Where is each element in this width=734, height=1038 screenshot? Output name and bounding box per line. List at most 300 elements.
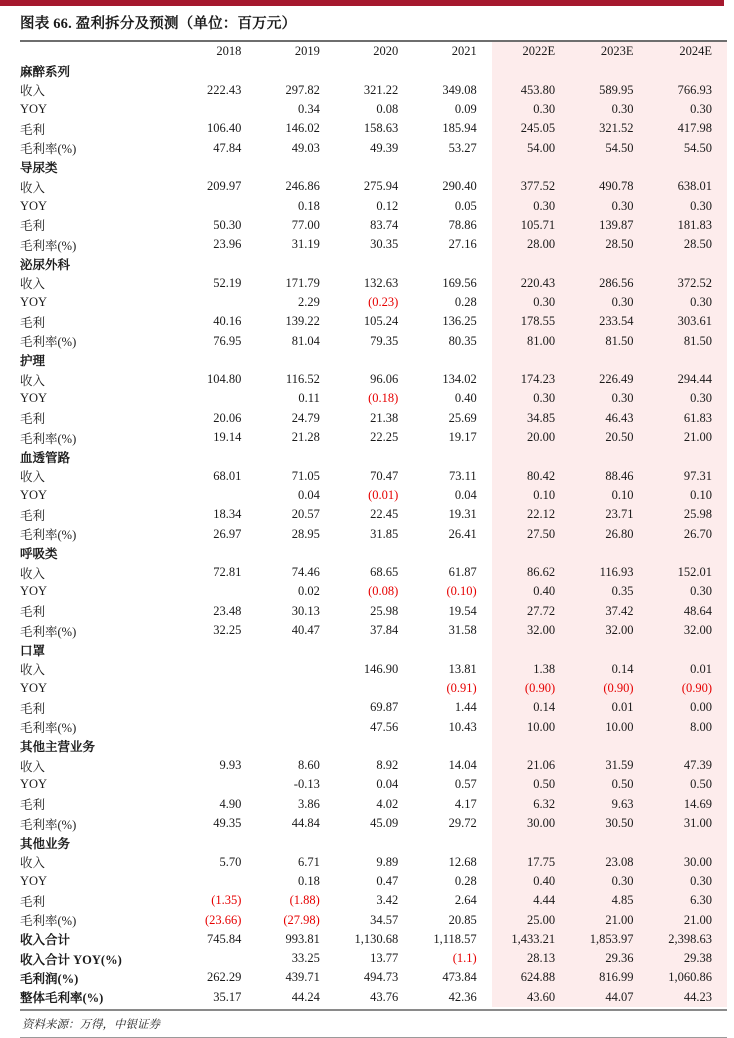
value-cell: 74.46 xyxy=(291,565,320,580)
section-header-row xyxy=(20,833,727,852)
section-header-row xyxy=(20,640,727,659)
value-cell: 0.10 xyxy=(649,486,727,505)
header-corner-cell xyxy=(20,42,178,61)
value-cell xyxy=(649,351,727,370)
table-header xyxy=(20,42,727,61)
row-label: 毛利率(%) xyxy=(20,142,77,157)
value-cell: 0.04 xyxy=(297,487,320,502)
metric-row xyxy=(20,602,727,621)
value-cell: 139.22 xyxy=(285,314,320,329)
metric-row xyxy=(20,428,727,447)
value-cell xyxy=(178,544,256,563)
value-cell: 23.48 xyxy=(213,603,242,618)
value-cell xyxy=(335,254,413,273)
value-cell xyxy=(178,833,256,852)
value-cell: 4.90 xyxy=(219,796,242,811)
value-cell: 25.98 xyxy=(370,603,399,618)
value-cell: 54.50 xyxy=(649,138,727,157)
value-cell xyxy=(178,775,256,794)
value-cell: 77.00 xyxy=(291,217,320,232)
value-cell: 35.17 xyxy=(213,989,242,1004)
value-cell xyxy=(649,254,727,273)
row-label: 毛利 xyxy=(20,798,46,813)
value-cell: 139.87 xyxy=(570,216,648,235)
value-cell: 0.04 xyxy=(376,777,399,792)
value-cell: 105.24 xyxy=(363,314,399,329)
value-cell: 220.43 xyxy=(492,274,570,293)
value-cell: 0.40 xyxy=(492,582,570,601)
value-cell: 4.02 xyxy=(376,796,399,811)
value-cell: (0.91) xyxy=(446,680,477,695)
row-label: 收入 xyxy=(20,663,46,678)
value-cell xyxy=(413,158,491,177)
value-cell: 31.85 xyxy=(370,526,399,541)
value-cell: 0.02 xyxy=(297,584,320,599)
value-cell: 31.58 xyxy=(448,623,477,638)
value-cell xyxy=(178,389,256,408)
table-title: 图表 66. 盈利拆分及预测（单位：百万元） xyxy=(20,16,297,32)
value-cell: 1,118.57 xyxy=(433,931,477,946)
value-cell: 21.00 xyxy=(649,910,727,929)
value-cell: 96.06 xyxy=(370,372,399,387)
value-cell: (0.23) xyxy=(368,295,399,309)
row-label: YOY xyxy=(20,487,48,502)
metric-row xyxy=(20,177,727,196)
value-cell: 245.05 xyxy=(492,119,570,138)
value-cell: 0.40 xyxy=(492,872,570,891)
section-header-row xyxy=(20,61,727,80)
value-cell: 13.77 xyxy=(370,951,399,966)
value-cell: 349.08 xyxy=(442,82,477,97)
value-cell: 745.84 xyxy=(207,931,242,946)
value-cell: 181.83 xyxy=(649,216,727,235)
value-cell: 233.54 xyxy=(570,312,648,331)
metric-row xyxy=(20,582,727,601)
value-cell xyxy=(335,679,413,698)
value-cell: 61.83 xyxy=(649,409,727,428)
value-cell: 0.30 xyxy=(649,872,727,891)
metric-row xyxy=(20,486,727,505)
value-cell: 286.56 xyxy=(570,274,648,293)
value-cell: 377.52 xyxy=(492,177,570,196)
metric-row xyxy=(20,312,727,331)
row-label: 收入 xyxy=(20,84,46,99)
value-cell xyxy=(413,737,491,756)
value-cell xyxy=(570,544,648,563)
value-cell: 26.97 xyxy=(213,526,242,541)
value-cell: 20.06 xyxy=(213,410,242,425)
metric-row xyxy=(20,872,727,891)
row-label: 收入合计 YOY(%) xyxy=(20,952,122,967)
section-header-row xyxy=(20,737,727,756)
row-label: 毛利率(%) xyxy=(20,624,77,639)
value-cell: 146.90 xyxy=(363,661,399,676)
value-cell xyxy=(413,447,491,466)
row-label: 整体毛利率(%) xyxy=(20,991,104,1006)
value-cell: 0.47 xyxy=(376,873,399,888)
value-cell: 4.85 xyxy=(570,891,648,910)
metric-row xyxy=(20,389,727,408)
value-cell: 1,130.68 xyxy=(354,931,399,946)
section-name: 护理 xyxy=(20,354,46,369)
value-cell: 69.87 xyxy=(370,700,399,715)
value-cell xyxy=(335,640,413,659)
value-cell: 76.95 xyxy=(213,333,242,348)
value-cell: 31.59 xyxy=(570,756,648,775)
section-header-row xyxy=(20,158,727,177)
value-cell: 0.14 xyxy=(492,698,570,717)
value-cell xyxy=(256,61,334,80)
value-cell xyxy=(492,833,570,852)
value-cell: 2,398.63 xyxy=(649,930,727,949)
value-cell: 37.42 xyxy=(570,602,648,621)
metric-row xyxy=(20,293,727,312)
value-cell: 0.30 xyxy=(570,872,648,891)
value-cell: 321.52 xyxy=(570,119,648,138)
value-cell: 30.50 xyxy=(570,814,648,833)
row-label: 收入 xyxy=(20,856,46,871)
row-label: 毛利率(%) xyxy=(20,238,77,253)
value-cell: 372.52 xyxy=(649,274,727,293)
row-label: YOY xyxy=(20,873,48,888)
year-column-header: 2024E xyxy=(649,42,727,61)
metric-row xyxy=(20,621,727,640)
row-label: 毛利 xyxy=(20,412,46,427)
metric-row xyxy=(20,563,727,582)
value-cell: 26.41 xyxy=(448,526,477,541)
value-cell: 47.39 xyxy=(649,756,727,775)
value-cell: 44.24 xyxy=(291,989,320,1004)
value-cell: 116.52 xyxy=(285,372,320,387)
row-label: 毛利 xyxy=(20,894,46,909)
value-cell: 79.35 xyxy=(370,333,399,348)
value-cell xyxy=(413,351,491,370)
value-cell: 0.40 xyxy=(454,391,477,406)
value-cell: 993.81 xyxy=(285,931,320,946)
value-cell: 169.56 xyxy=(442,275,477,290)
year-column-header: 2020 xyxy=(373,44,399,59)
value-cell: 816.99 xyxy=(570,968,648,987)
value-cell: 61.87 xyxy=(448,565,477,580)
value-cell: (0.90) xyxy=(492,679,570,698)
value-cell: 4.44 xyxy=(492,891,570,910)
value-cell xyxy=(570,737,648,756)
table-body xyxy=(20,61,727,1007)
value-cell: 0.30 xyxy=(570,100,648,119)
value-cell xyxy=(649,833,727,852)
value-cell: 12.68 xyxy=(448,854,477,869)
value-cell xyxy=(570,833,648,852)
value-cell: 20.00 xyxy=(492,428,570,447)
value-cell: 0.11 xyxy=(298,391,320,406)
value-cell: 0.30 xyxy=(649,196,727,215)
metric-row xyxy=(20,81,727,100)
value-cell: 0.30 xyxy=(649,293,727,312)
metric-row xyxy=(20,331,727,350)
section-name: 泌尿外科 xyxy=(20,257,71,272)
year-column-header: 2022E xyxy=(492,42,570,61)
value-cell: 2.64 xyxy=(454,893,477,908)
value-cell: 0.34 xyxy=(297,102,320,117)
value-cell xyxy=(178,698,256,717)
value-cell: 19.17 xyxy=(448,430,477,445)
value-cell xyxy=(335,544,413,563)
value-cell: 71.05 xyxy=(291,468,320,483)
value-cell: 417.98 xyxy=(649,119,727,138)
value-cell: 0.08 xyxy=(376,102,399,117)
metric-row xyxy=(20,235,727,254)
value-cell: (0.01) xyxy=(368,487,399,502)
metric-row xyxy=(20,717,727,736)
value-cell: 0.30 xyxy=(570,196,648,215)
value-cell xyxy=(335,737,413,756)
value-cell: 136.25 xyxy=(442,314,477,329)
value-cell: 53.27 xyxy=(448,140,477,155)
value-cell: 25.00 xyxy=(492,910,570,929)
value-cell: 27.50 xyxy=(492,524,570,543)
value-cell: 30.35 xyxy=(370,237,399,252)
value-cell: 72.81 xyxy=(213,565,242,580)
value-cell xyxy=(492,447,570,466)
value-cell: 29.36 xyxy=(570,949,648,968)
metric-row xyxy=(20,756,727,775)
value-cell xyxy=(335,833,413,852)
value-cell: 81.50 xyxy=(570,331,648,350)
value-cell: 226.49 xyxy=(570,370,648,389)
value-cell: 42.36 xyxy=(448,989,477,1004)
row-label: 收入 xyxy=(20,373,46,388)
value-cell: 0.01 xyxy=(570,698,648,717)
value-cell: 40.47 xyxy=(291,623,320,638)
year-header-row xyxy=(20,42,727,61)
year-column-header: 2021 xyxy=(451,44,477,59)
metric-row xyxy=(20,409,727,428)
value-cell: 0.10 xyxy=(570,486,648,505)
value-cell: 0.28 xyxy=(454,295,477,309)
value-cell: 171.79 xyxy=(285,275,320,290)
value-cell: 209.97 xyxy=(207,179,242,194)
section-name: 血透管路 xyxy=(20,450,71,465)
value-cell xyxy=(256,679,334,698)
value-cell: 86.62 xyxy=(492,563,570,582)
value-cell: 19.54 xyxy=(448,603,477,618)
value-cell xyxy=(256,833,334,852)
value-cell xyxy=(570,640,648,659)
value-cell xyxy=(178,254,256,273)
value-cell xyxy=(413,254,491,273)
value-cell: 33.25 xyxy=(291,951,320,966)
row-label: YOY xyxy=(20,295,48,309)
value-cell: 68.65 xyxy=(370,565,399,580)
summary-row xyxy=(20,968,727,987)
metric-row xyxy=(20,775,727,794)
metric-row xyxy=(20,467,727,486)
metric-row xyxy=(20,216,727,235)
value-cell: 0.50 xyxy=(492,775,570,794)
value-cell: 134.02 xyxy=(442,372,477,387)
value-cell: 453.80 xyxy=(492,81,570,100)
value-cell xyxy=(649,61,727,80)
value-cell: 2.29 xyxy=(297,295,320,309)
value-cell: 73.11 xyxy=(449,468,477,483)
value-cell: 8.00 xyxy=(649,717,727,736)
value-cell xyxy=(256,351,334,370)
value-cell xyxy=(492,737,570,756)
value-cell: 34.57 xyxy=(370,912,399,927)
value-cell: 21.00 xyxy=(649,428,727,447)
row-label: 收入 xyxy=(20,566,46,581)
value-cell: 0.18 xyxy=(297,198,320,213)
value-cell: 20.57 xyxy=(291,507,320,522)
value-cell: 10.00 xyxy=(570,717,648,736)
value-cell: 27.72 xyxy=(492,602,570,621)
value-cell: 262.29 xyxy=(207,970,242,985)
value-cell xyxy=(178,582,256,601)
value-cell xyxy=(335,447,413,466)
value-cell: 1,433.21 xyxy=(492,930,570,949)
value-cell: 70.47 xyxy=(370,468,399,483)
value-cell: 0.35 xyxy=(570,582,648,601)
metric-row xyxy=(20,910,727,929)
value-cell: 81.00 xyxy=(492,331,570,350)
value-cell: 3.42 xyxy=(376,893,399,908)
row-label: 收入合计 xyxy=(20,933,71,948)
value-cell xyxy=(649,640,727,659)
value-cell: 0.30 xyxy=(570,389,648,408)
value-cell: 81.04 xyxy=(291,333,320,348)
value-cell: 28.13 xyxy=(492,949,570,968)
row-label: 毛利 xyxy=(20,122,46,137)
value-cell: (0.90) xyxy=(570,679,648,698)
value-cell: 146.02 xyxy=(285,121,320,136)
value-cell: 32.00 xyxy=(492,621,570,640)
value-cell: (1.1) xyxy=(452,951,477,966)
value-cell: 8.92 xyxy=(376,758,399,773)
value-cell xyxy=(413,833,491,852)
value-cell xyxy=(256,447,334,466)
value-cell: 0.12 xyxy=(376,198,399,213)
value-cell: 106.40 xyxy=(207,121,242,136)
row-label: 毛利 xyxy=(20,508,46,523)
row-label: 毛利 xyxy=(20,219,46,234)
value-cell: 17.75 xyxy=(492,852,570,871)
value-cell xyxy=(178,158,256,177)
value-cell xyxy=(492,61,570,80)
value-cell: 5.70 xyxy=(219,854,242,869)
value-cell: 21.38 xyxy=(370,410,399,425)
value-cell: 21.06 xyxy=(492,756,570,775)
value-cell xyxy=(178,100,256,119)
row-label: 毛利率(%) xyxy=(20,335,77,350)
value-cell xyxy=(492,351,570,370)
value-cell xyxy=(492,158,570,177)
value-cell: 0.10 xyxy=(492,486,570,505)
row-label: 毛利 xyxy=(20,315,46,330)
row-label: 收入 xyxy=(20,759,46,774)
value-cell xyxy=(178,486,256,505)
value-cell xyxy=(256,158,334,177)
metric-row xyxy=(20,891,727,910)
value-cell: 97.31 xyxy=(649,467,727,486)
value-cell: (23.66) xyxy=(204,912,242,927)
value-cell: -0.13 xyxy=(293,777,320,792)
value-cell: 28.50 xyxy=(649,235,727,254)
section-name: 麻醉系列 xyxy=(20,64,71,79)
value-cell: 290.40 xyxy=(442,179,477,194)
value-cell: 18.34 xyxy=(213,507,242,522)
value-cell: 30.13 xyxy=(291,603,320,618)
row-label: YOY xyxy=(20,777,48,792)
summary-row xyxy=(20,988,727,1007)
value-cell: 321.22 xyxy=(363,82,399,97)
value-cell: 439.71 xyxy=(285,970,320,985)
value-cell xyxy=(570,254,648,273)
metric-row xyxy=(20,698,727,717)
row-label: 毛利率(%) xyxy=(20,721,77,736)
value-cell: 1,060.86 xyxy=(649,968,727,987)
row-label: 毛利润(%) xyxy=(20,971,79,986)
value-cell: 47.56 xyxy=(370,719,399,734)
row-label: 毛利率(%) xyxy=(20,914,77,928)
value-cell: 19.14 xyxy=(213,430,242,445)
value-cell: 246.86 xyxy=(285,179,320,194)
value-cell: 40.16 xyxy=(213,314,242,329)
value-cell xyxy=(413,640,491,659)
value-cell: 29.72 xyxy=(448,816,477,831)
value-cell: 26.80 xyxy=(570,524,648,543)
value-cell: (1.35) xyxy=(211,893,242,908)
value-cell: 28.95 xyxy=(291,526,320,541)
value-cell: 6.71 xyxy=(297,854,320,869)
value-cell: 23.96 xyxy=(213,237,242,252)
value-cell: 0.30 xyxy=(570,293,648,312)
value-cell: 174.23 xyxy=(492,370,570,389)
value-cell xyxy=(413,544,491,563)
value-cell: 47.84 xyxy=(213,140,242,155)
value-cell: 13.81 xyxy=(448,661,477,676)
value-cell: 44.84 xyxy=(291,816,320,831)
value-cell xyxy=(570,158,648,177)
section-header-row xyxy=(20,351,727,370)
value-cell: 9.89 xyxy=(376,854,399,869)
value-cell: 104.80 xyxy=(207,372,242,387)
report-content xyxy=(20,9,727,1038)
value-cell: 0.18 xyxy=(297,873,320,888)
value-cell: 0.28 xyxy=(454,873,477,888)
value-cell: 9.93 xyxy=(219,758,242,773)
value-cell xyxy=(256,737,334,756)
value-cell xyxy=(570,447,648,466)
value-cell: 80.35 xyxy=(448,333,477,348)
value-cell: 1,853.97 xyxy=(570,930,648,949)
value-cell: 26.70 xyxy=(649,524,727,543)
metric-row xyxy=(20,138,727,157)
value-cell: 31.19 xyxy=(291,237,320,252)
profit-forecast-table xyxy=(20,42,727,1007)
value-cell: 46.43 xyxy=(570,409,648,428)
metric-row xyxy=(20,814,727,833)
value-cell: 0.30 xyxy=(649,582,727,601)
value-cell: 303.61 xyxy=(649,312,727,331)
value-cell: 25.69 xyxy=(448,410,477,425)
year-column-header: 2023E xyxy=(570,42,648,61)
value-cell xyxy=(570,61,648,80)
row-label: YOY xyxy=(20,198,48,213)
value-cell xyxy=(178,660,256,679)
value-cell xyxy=(256,544,334,563)
value-cell xyxy=(178,61,256,80)
value-cell: 10.43 xyxy=(448,719,477,734)
